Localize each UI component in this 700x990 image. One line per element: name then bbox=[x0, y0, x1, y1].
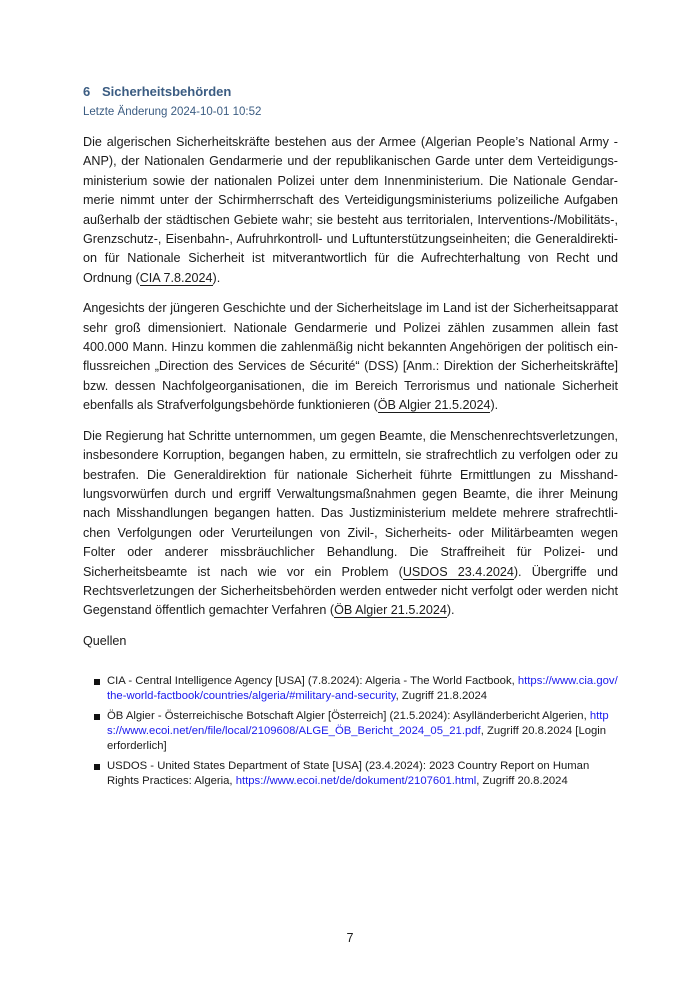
paragraph-end: ). bbox=[446, 603, 455, 618]
source-text: ÖB Algier - Österreichische Botschaft Algier [Österreich] (21.5.2024): Asylländerbericht Algerien, bbox=[107, 709, 590, 722]
bullet-icon bbox=[94, 714, 100, 720]
citation-link-oeb[interactable]: ÖB Algier 21.5.2024 bbox=[334, 603, 447, 618]
page-number: 7 bbox=[346, 931, 354, 945]
last-changed-date: Letzte Änderung 2024-10-01 10:52 bbox=[83, 106, 262, 118]
source-item-oeb bbox=[94, 709, 618, 755]
paragraph-security-apparatus bbox=[83, 299, 618, 415]
source-url-link[interactable]: https://www.ecoi.net/en/file/local/2109608/ALGE_ÖB_Bericht_2024_05_21.pdf bbox=[107, 709, 609, 737]
paragraph-end: ). bbox=[490, 398, 499, 413]
sources-heading: Quellen bbox=[83, 633, 127, 648]
bullet-icon bbox=[94, 764, 100, 770]
source-url-link[interactable]: https://www.cia.gov/the-world-factbook/countries/algeria/#military-and-security bbox=[107, 674, 618, 703]
source-access-date: , Zugriff 20.8.2024 [Login erforderlich] bbox=[107, 724, 607, 753]
source-item-usdos bbox=[94, 759, 618, 790]
section-heading bbox=[83, 84, 618, 100]
document-page bbox=[83, 84, 618, 794]
source-url-link[interactable]: https://www.ecoi.net/de/dokument/2107601.html bbox=[235, 775, 477, 788]
section-title: Sicherheitsbehörden bbox=[102, 84, 232, 99]
paragraph-text: Die algerischen Sicherheitskräfte bestehen aus der Armee (Algerian People’s National Army - ANP), der Nationalen Gendarmerie und der republikanischen Garde unter dem Verteidigungsministerium sowie der nationalen Polizei unter dem Innenministerium. Die Nationale Gendarmerie nimmt unter der Schirmherrschaft des Verteidigungsministeriums polizeiliche Aufgaben außerhalb der städtischen Gebiete wahr; sie besteht aus territorialen, Interventions-/Mobilitäts-, Grenzschutz-, Eisenbahn-, Aufruhrkontroll- und Luftunterstützungseinheiten; die Generaldirektion für Nationale Sicherheit ist mitverantwortlich für die Aufrechterhaltung von Recht und Ordnung ( bbox=[83, 135, 618, 285]
source-access-date: , Zugriff 21.8.2024 bbox=[395, 690, 488, 703]
source-item-cia bbox=[94, 674, 618, 705]
paragraph-armed-forces bbox=[83, 133, 618, 288]
source-access-date: , Zugriff 20.8.2024 bbox=[476, 775, 568, 788]
citation-link-usdos[interactable]: USDOS 23.4.2024 bbox=[402, 564, 514, 579]
paragraph-text: Die Regierung hat Schritte unternommen, um gegen Beamte, die Menschenrechtsverletzungen, insbesondere Korruption, begangen haben, zu ermitteln, sie strafrechtlich zu verfolgen oder zu bestrafen. Die Generaldirektion für nationale Sicherheit führte Ermittlungen zu Misshandlungsvorwürfen durch und ergriff Verwaltungsmaßnahmen gegen Beamte, die ihrer Meinung nach Misshandlungen begangen hatten. Das Justizministerium meldete mehrere strafrechtlichen Verfolgungen oder Verurteilungen von Zivil-, Sicherheits- oder Militärbeamten wegen Folter oder anderer missbräuchlicher Behandlung. Die Straffreiheit für Polizei- und Sicherheitsbeamte ist nach wie vor ein Problem ( bbox=[83, 428, 618, 579]
source-text: USDOS - United States Department of State [USA] (23.4.2024): 2023 Country Report on Human Rights Practices: Algeria, bbox=[107, 759, 590, 788]
citation-link-oeb[interactable]: ÖB Algier 21.5.2024 bbox=[377, 398, 491, 413]
bullet-icon bbox=[94, 679, 100, 685]
sources-list bbox=[94, 674, 618, 790]
paragraph-text: ). Übergriffe und Rechtsverletzungen der Sicherheitsbehörden werden entweder nicht verfolgt oder werden nicht Gegenstand öffentlich gemachter Verfahren ( bbox=[83, 564, 618, 618]
section-number: 6 bbox=[83, 84, 91, 99]
paragraph-prosecution bbox=[83, 427, 618, 621]
source-text: CIA - Central Intelligence Agency [USA] (7.8.2024): Algeria - The World Factbook, bbox=[107, 674, 518, 687]
citation-link-cia[interactable]: CIA 7.8.2024 bbox=[139, 270, 213, 285]
paragraph-text: Angesichts der jüngeren Geschichte und der Sicherheitslage im Land ist der Sicherheitsapparat sehr groß dimensioniert. Nationale Gendarmerie und Polizei zählen zusammen allein fast 400.000 Mann. Hinzu kommen die zahlenmäßig nicht bekannten Angehörigen der politisch einflussreichen „Direction des Services de Sécurité“ (DSS) [Anm.: Direktion der Sicherheitskräfte] bzw. dessen Nachfolgeorganisationen, die im Bereich Terrorismus und nationale Sicherheit ebenfalls als Strafverfolgungsbehörde funktionieren ( bbox=[83, 301, 618, 413]
paragraph-end: ). bbox=[212, 270, 221, 285]
